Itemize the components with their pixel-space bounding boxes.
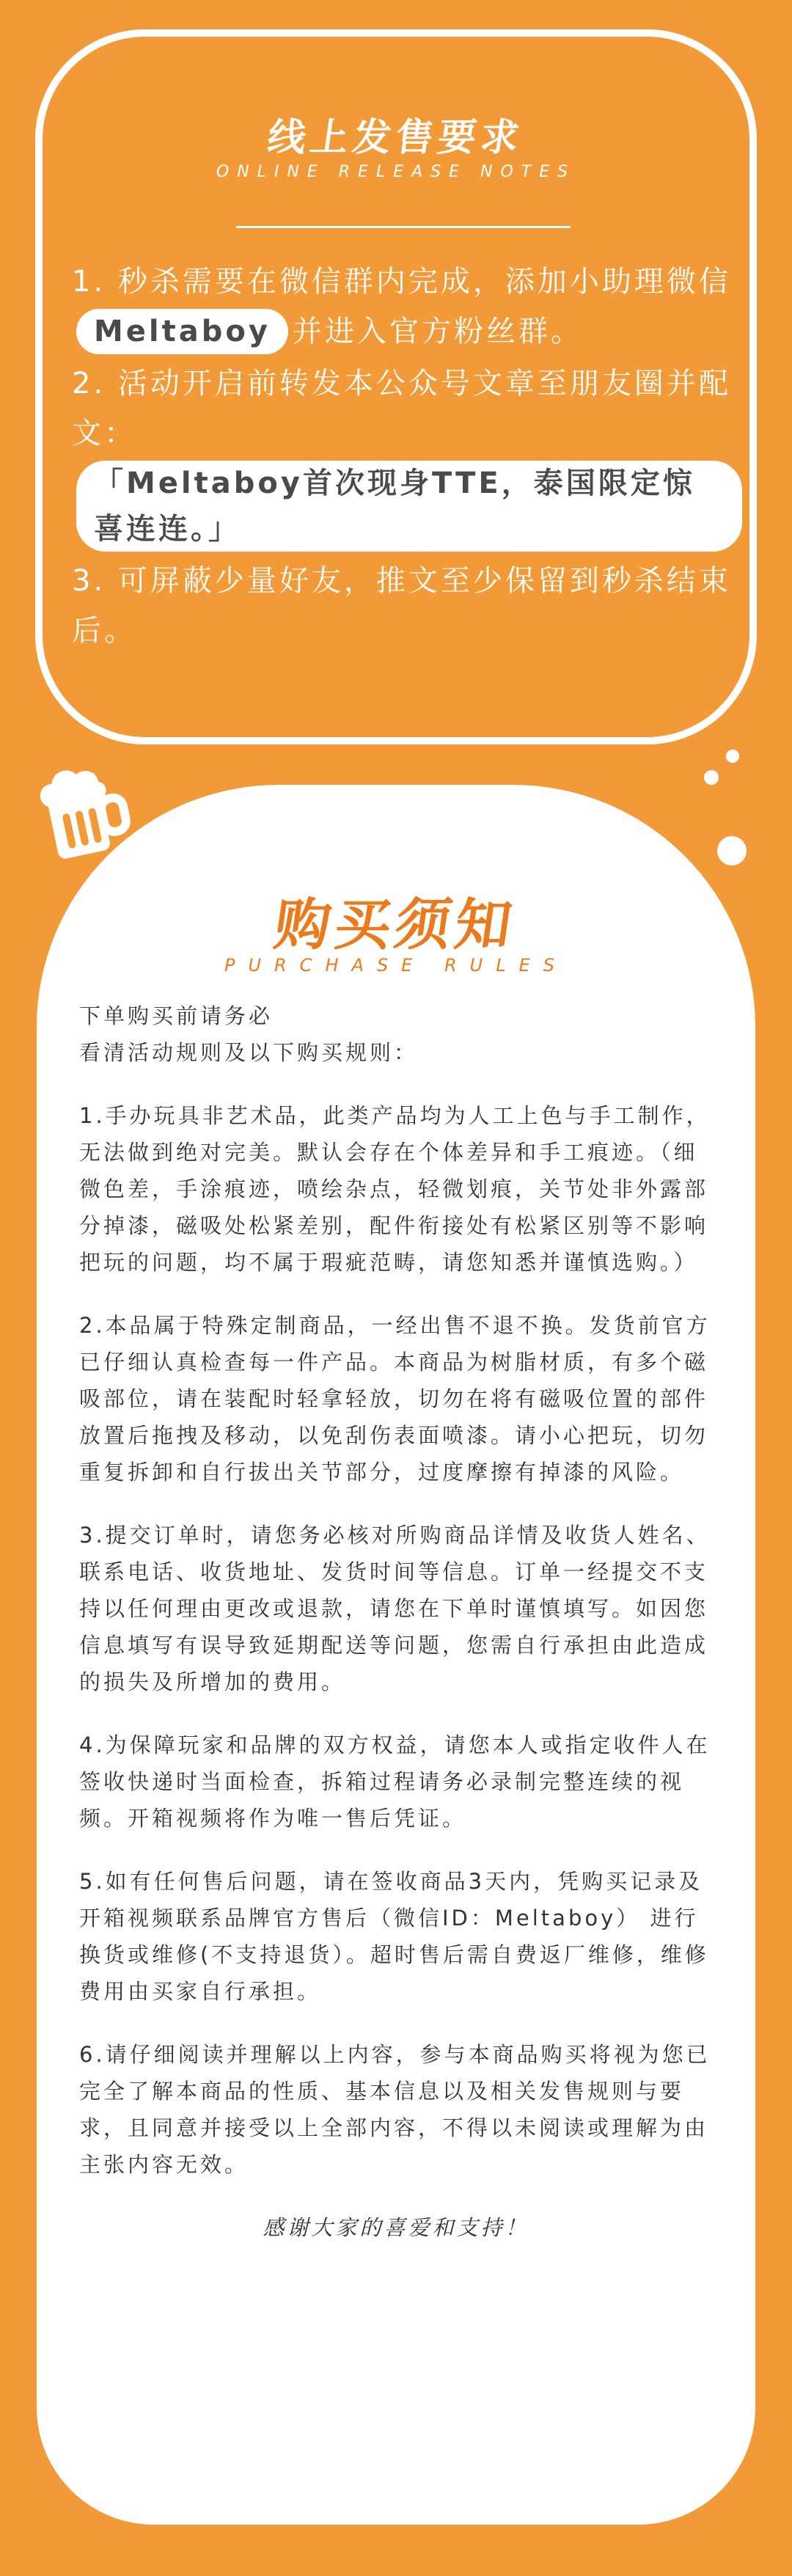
purchase-rule-5: 5.如有任何售后问题，请在签收商品3天内，凭购买记录及开箱视频联系品牌官方售后（微信ID：Meltaboy） 进行换货或维修(不支持退货）。超时售后需自费返厂维修，维修费用由买家自行承担。 bbox=[79, 1869, 709, 2004]
title-divider bbox=[236, 226, 571, 228]
purchase-intro-line-2: 看清活动规则及以下购买规则： bbox=[79, 1040, 419, 1065]
release-rule-1-text: 1. 秒杀需要在微信群内完成，添加小助理微信 bbox=[72, 265, 731, 299]
release-notes-title: 线上发售要求 bbox=[264, 116, 527, 160]
wechat-id-pill: Meltaboy bbox=[76, 309, 288, 354]
thanks-message: 感谢大家的喜爱和支持！ bbox=[263, 2215, 529, 2240]
purchase-rules-subtitle: PURCHASE RULES bbox=[224, 955, 568, 976]
release-rule-1 bbox=[72, 257, 747, 356]
purchase-rules-body bbox=[79, 998, 713, 2272]
purchase-intro bbox=[79, 998, 713, 1071]
release-rule-3: 3. 可屏蔽少量好友，推文至少保留到秒杀结束后。 bbox=[72, 564, 731, 648]
decor-dot bbox=[704, 770, 719, 785]
purchase-rule-2: 2.本品属于特殊定制商品，一经出售不退不换。发货前官方已仔细认真检查每一件产品。本商品为树脂材质，有多个磁吸部位，请在装配时轻拿轻放，切勿在将有磁吸位置的部件放置后拖拽及移动，以免刮伤表面喷漆。请小心把玩，切勿重复拆卸和自行拔出关节部分，过度摩擦有掉漆的风险。 bbox=[79, 1313, 711, 1485]
release-rule-2 bbox=[72, 359, 747, 554]
release-rules bbox=[72, 257, 747, 658]
share-caption-pill: 「Meltaboy首次现身TTE，泰国限定惊喜连连。」 bbox=[76, 461, 742, 552]
release-notes-subtitle: ONLINE RELEASE NOTES bbox=[216, 163, 576, 181]
purchase-rules-title: 购买须知 bbox=[270, 892, 521, 957]
purchase-rules-card bbox=[37, 785, 755, 2525]
purchase-rule-4: 4.为保障玩家和品牌的双方权益，请您本人或指定收件人在签收快递时当面检查，拆箱过程请务必录制完整连续的视频。开箱视频将作为唯一售后凭证。 bbox=[79, 1732, 711, 1831]
purchase-rule-1: 1.手办玩具非艺术品，此类产品均为人工上色与手工制作，无法做到绝对完美。默认会存在个体差异和手工痕迹。（细微色差，手涂痕迹，喷绘杂点，轻微划痕，关节处非外露部分掉漆，磁吸处松紧差别，配件衔接处有松紧区别等不影响把玩的问题，均不属于瑕疵范畴，请您知悉并谨慎选购。） bbox=[79, 1103, 711, 1275]
purchase-rule-6: 6.请仔细阅读并理解以上内容，参与本商品购买将视为您已完全了解本商品的性质、基本信息以及相关发售规则与要求，且同意并接受以上全部内容，不得以未阅读或理解为由主张内容无效。 bbox=[79, 2042, 711, 2177]
purchase-intro-line-1: 下单购买前请务必 bbox=[79, 1003, 274, 1028]
release-notes-card bbox=[35, 29, 757, 744]
decor-dot bbox=[717, 836, 747, 866]
release-rule-2-text: 2. 活动开启前转发本公众号文章至朋友圈并配文： bbox=[72, 367, 731, 450]
purchase-rule-3: 3.提交订单时，请您务必核对所购商品详情及收货人姓名、联系电话、收货地址、发货时间等信息。订单一经提交不支持以任何理由更改或退款，请您在下单时谨慎填写。如因您信息填写有误导致延期配送等问题，您需自行承担由此造成的损失及所增加的费用。 bbox=[79, 1523, 711, 1694]
release-rule-1-end: 并进入官方粉丝群。 bbox=[292, 315, 583, 348]
decor-dot bbox=[726, 750, 739, 763]
